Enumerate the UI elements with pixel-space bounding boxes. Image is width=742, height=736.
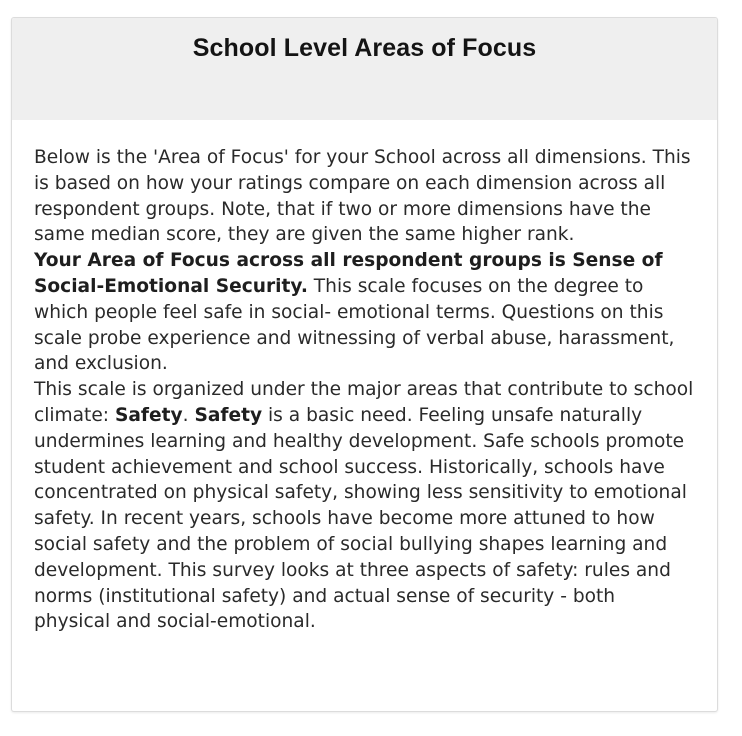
organization-paragraph	[34, 377, 695, 635]
area-description: is a basic need. Feeling unsafe naturally undermines learning and healthy development. Safe schools promote student achievement and school success. Historically, schools have concentrated on physical safety, showing less sensitivity to emotional safety. In recent years, schools have become more attuned to how social safety and the problem of social bullying shapes learning and development. This survey looks at three aspects of safety: rules and norms (institutional safety) and actual sense of security - both physical and social-emotional.	[34, 404, 687, 633]
focus-description: This scale focuses on the degree to which people feel safe in social- emotional terms. Questions on this scale probe experience and witnessing of verbal abuse, harassment, and exclusion.	[34, 275, 675, 375]
organization-lead: This scale is organized under the major areas that contribute to school climate:	[34, 379, 694, 426]
separator: .	[182, 404, 195, 426]
focus-statement: Your Area of Focus across all respondent groups is Sense of Social-Emotional Security.	[34, 250, 663, 297]
area-name-safety-repeat: Safety	[194, 404, 263, 426]
area-of-focus-card	[11, 17, 718, 712]
card-header	[12, 18, 717, 120]
card-title: School Level Areas of Focus	[192, 34, 537, 62]
area-name-safety: Safety	[114, 404, 183, 426]
card-body	[12, 120, 717, 635]
intro-paragraph: Below is the 'Area of Focus' for your School across all dimensions. This is based on how your ratings compare on each dimension across all respondent groups. Note, that if two or more dimensions have the same median score, they are given the same higher rank.	[34, 147, 691, 246]
focus-paragraph	[34, 248, 695, 377]
